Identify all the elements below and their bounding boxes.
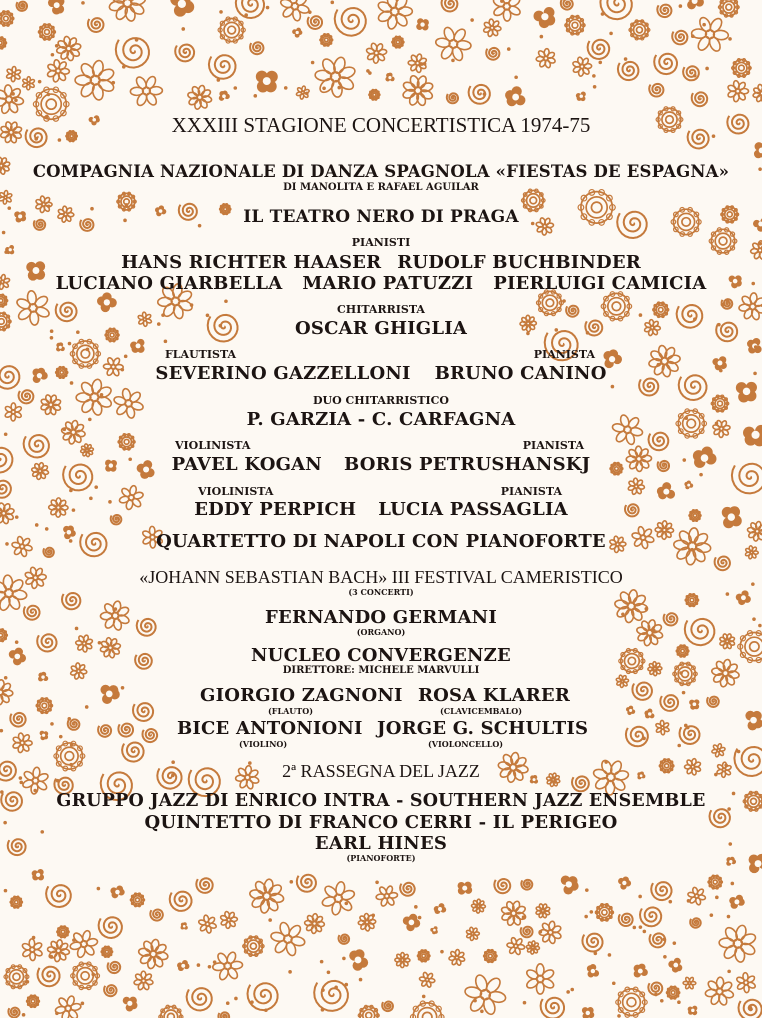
zagnoni-name: GIORGIO ZAGNONI <box>200 685 403 706</box>
schultis-name: JORGE G. SCHULTIS <box>377 718 589 739</box>
klarer-name: ROSA KLARER <box>418 685 570 706</box>
pianista-label: PIANISTA <box>522 439 584 452</box>
chitarrista-label: CHITARRISTA <box>337 303 425 316</box>
chitarrista-name: OSCAR GHIGLIA <box>294 318 467 339</box>
germani-name: FERNANDO GERMANI <box>265 607 497 628</box>
kogan-duo-names <box>0 454 762 475</box>
teatro-nero: IL TEATRO NERO DI PRAGA <box>243 207 519 227</box>
performer-name: BORIS PETRUSHANSKJ <box>343 454 591 475</box>
season-title: XXXIII STAGIONE CONCERTISTICA 1974-75 <box>171 113 591 137</box>
perpich-duo-names <box>0 499 762 520</box>
pianist-name: RUDOLF BUCHBINDER <box>397 252 641 273</box>
violinista-label: VIOLINISTA <box>198 485 274 498</box>
pianisti-row-1 <box>0 252 762 273</box>
bach-festival-title: «JOHANN SEBASTIAN BACH» III FESTIVAL CAMERISTICO <box>139 567 623 587</box>
pianista-label: PIANISTA <box>500 485 562 498</box>
schultis-instrument: (VIOLONCELLO) <box>428 739 504 749</box>
jazz-festival-title: 2ª RASSEGNA DEL JAZZ <box>282 761 480 781</box>
zagnoni-instrument: (FLAUTO) <box>268 706 313 716</box>
bach-festival-note: (3 CONCERTI) <box>348 587 414 597</box>
duo-chitarristico-label: DUO CHITARRISTICO <box>313 394 449 407</box>
antonioni-instrument: (VIOLINO) <box>239 739 288 749</box>
dance-directors: DI MANOLITA E RAFAEL AGUILAR <box>283 182 479 193</box>
performer-name: PAVEL KOGAN <box>171 454 322 475</box>
antonioni-name: BICE ANTONIONI <box>177 718 363 739</box>
jazz-line-3-instrument: (PIANOFORTE) <box>346 853 416 863</box>
flautista-label: FLAUTISTA <box>165 348 237 361</box>
performer-name: EDDY PERPICH <box>194 499 357 520</box>
dance-company: COMPAGNIA NAZIONALE DI DANZA SPAGNOLA «FIESTAS DE ESPAGNA» <box>32 162 730 181</box>
performer-name: SEVERINO GAZZELLONI <box>155 363 411 384</box>
jazz-line-2: QUINTETTO DI FRANCO CERRI - IL PERIGEO <box>144 812 618 833</box>
pianista-label: PIANISTA <box>533 348 595 361</box>
duo-chitarristico-names: P. GARZIA - C. CARFAGNA <box>246 409 516 430</box>
pianisti-label: PIANISTI <box>351 236 411 249</box>
pianisti-row-2 <box>0 273 762 294</box>
violinista-label: VIOLINISTA <box>175 439 251 452</box>
jazz-line-3: EARL HINES <box>314 833 448 854</box>
jazz-line-1: GRUPPO JAZZ DI ENRICO INTRA - SOUTHERN JAZZ ENSEMBLE <box>56 791 706 811</box>
nucleo-convergenze: NUCLEO CONVERGENZE <box>251 645 511 666</box>
pianist-name: MARIO PATUZZI <box>302 273 474 294</box>
klarer-instrument: (CLAVICEMBALO) <box>440 706 523 716</box>
nucleo-director: DIRETTORE: MICHELE MARVULLI <box>282 665 480 676</box>
pianist-name: HANS RICHTER HAASER <box>121 252 382 273</box>
flauto-duo-names <box>0 363 762 384</box>
pianist-name: LUCIANO GIARBELLA <box>55 273 283 294</box>
quartetto-di-napoli: QUARTETTO DI NAPOLI CON PIANOFORTE <box>156 531 606 552</box>
performer-name: LUCIA PASSAGLIA <box>378 499 568 520</box>
germani-instrument: (ORGANO) <box>356 627 406 637</box>
performer-name: BRUNO CANINO <box>434 363 607 384</box>
pianist-name: PIERLUIGI CAMICIA <box>493 273 707 294</box>
